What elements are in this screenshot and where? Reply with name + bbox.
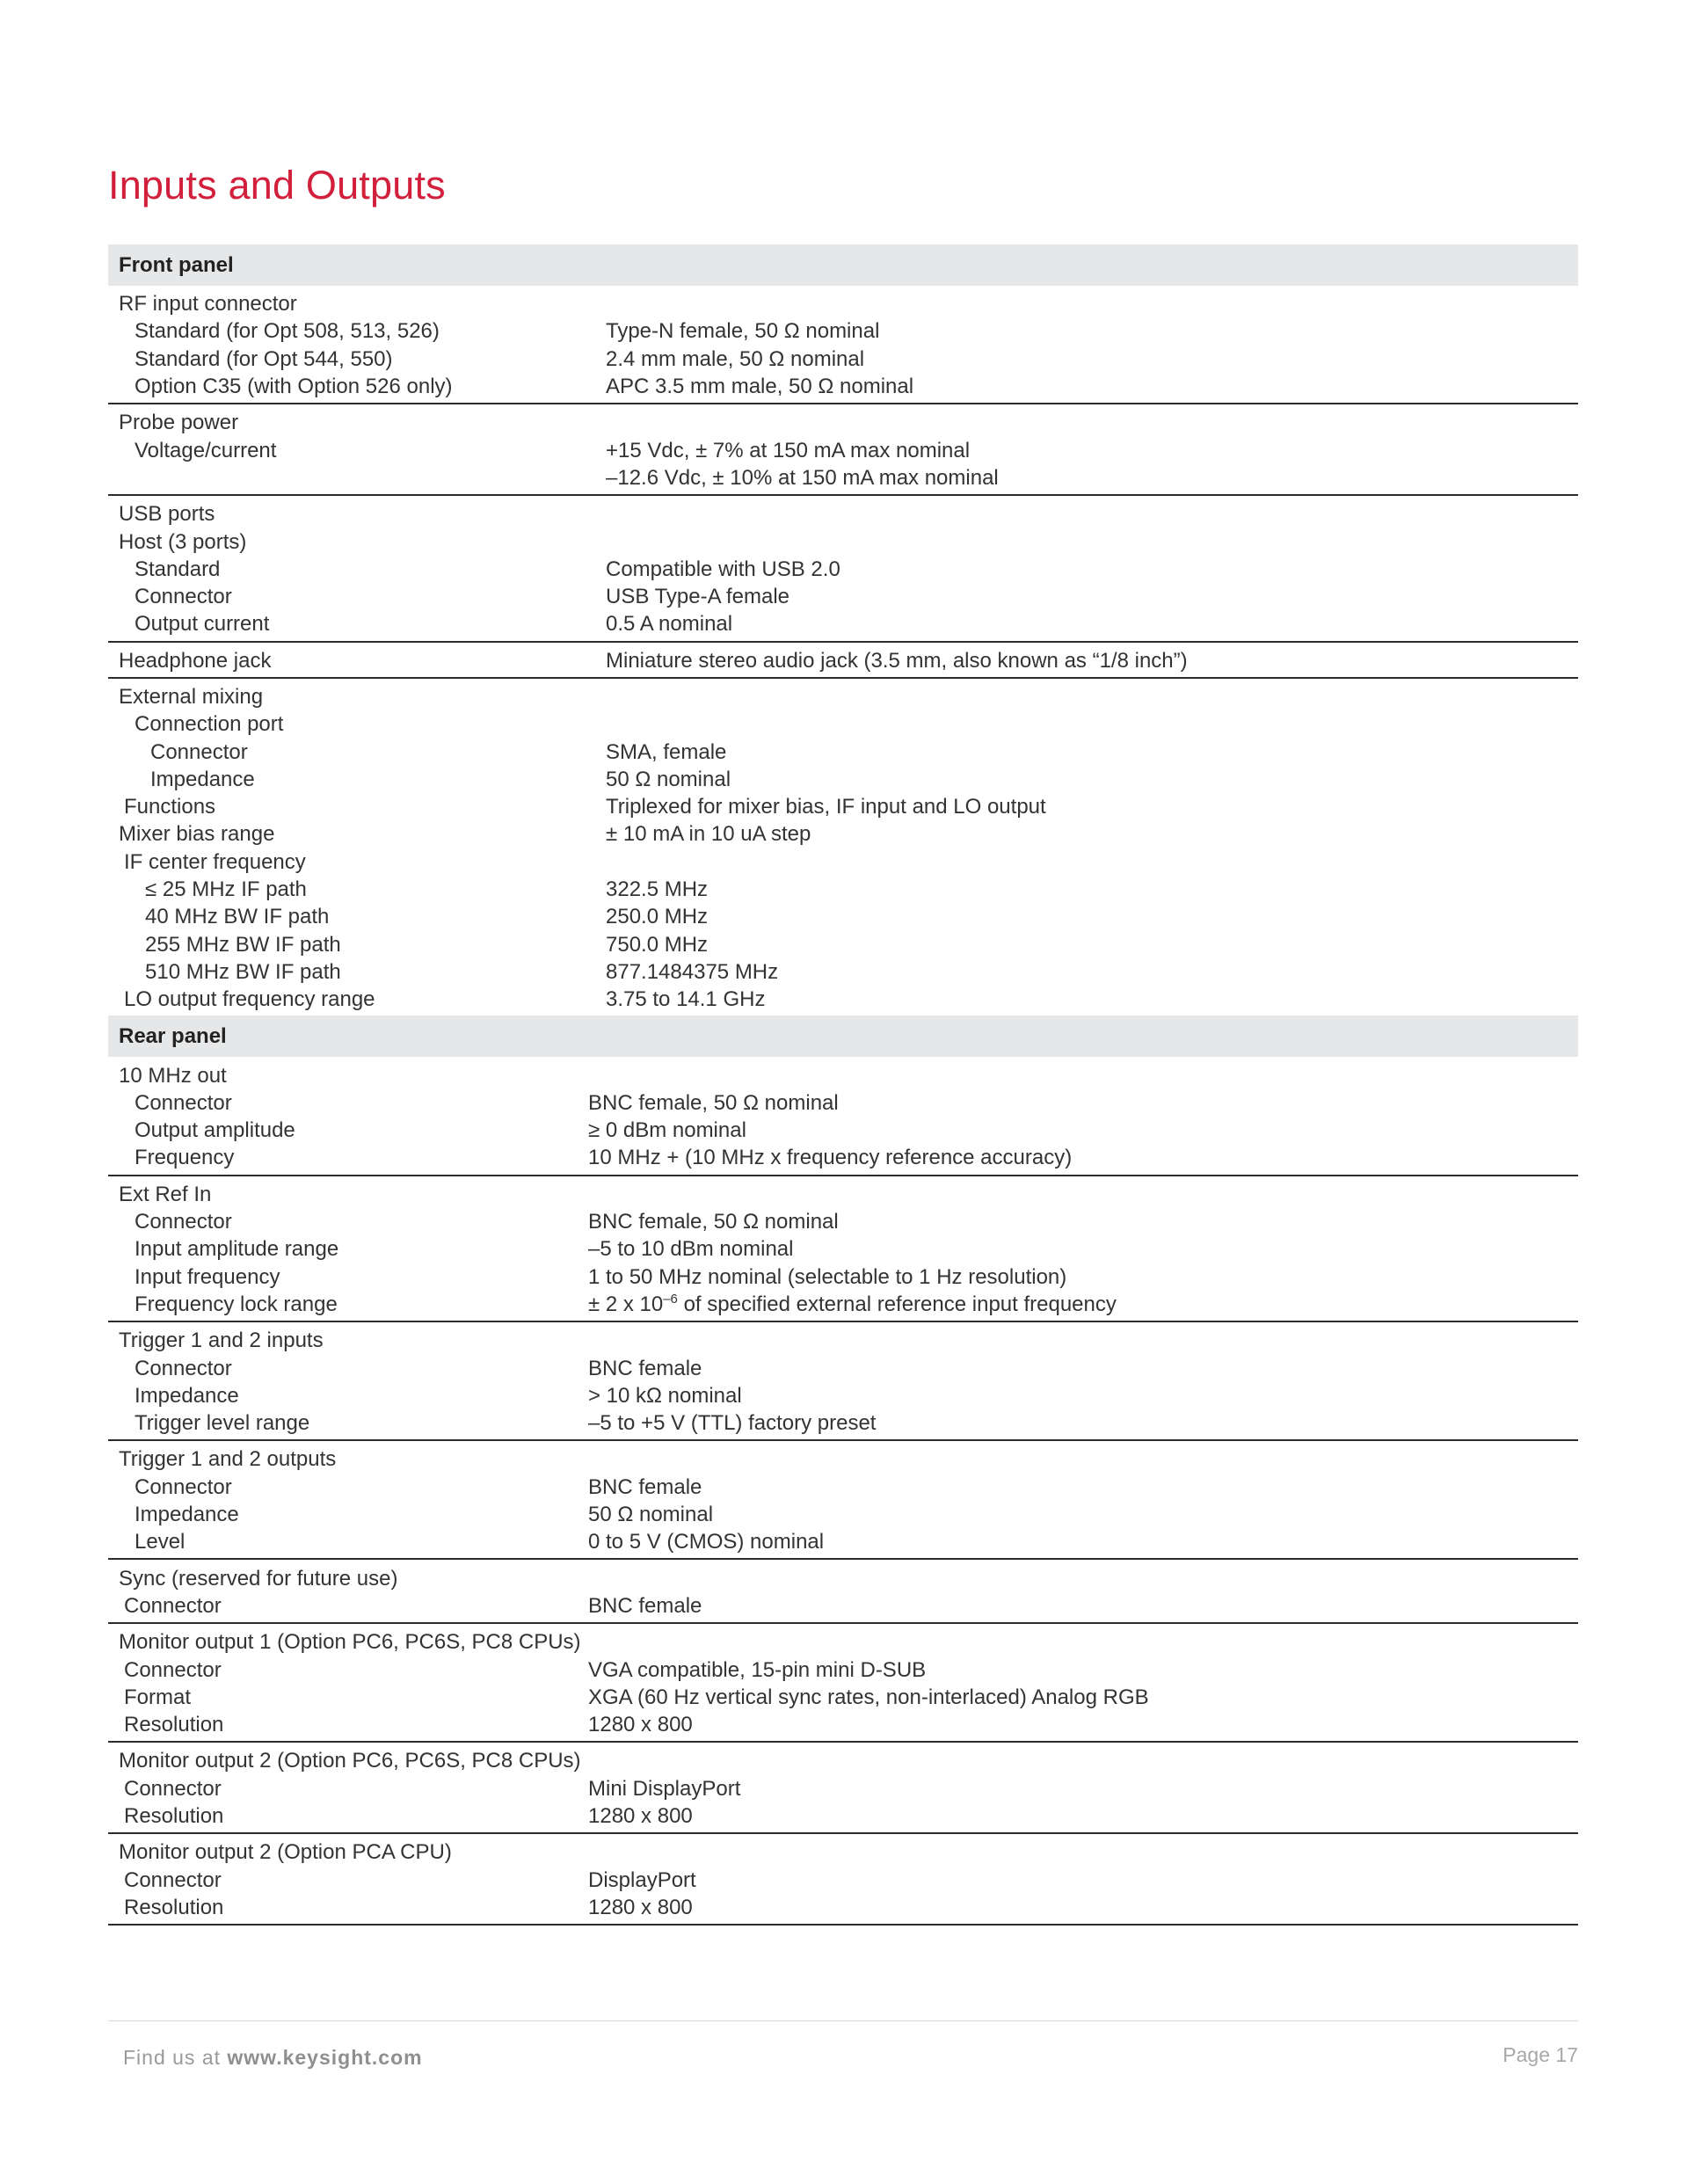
spec-group (108, 1624, 1578, 1743)
spec-row (108, 1445, 1578, 1473)
spec-label: Mixer bias range (119, 822, 275, 847)
spec-value: BNC female (588, 1356, 702, 1380)
spec-label: ≤ 25 MHz IF path (145, 877, 307, 902)
spec-label: Connector (135, 585, 232, 609)
spec-value: Type-N female, 50 Ω nominal (606, 319, 880, 344)
spec-value: +15 Vdc, ± 7% at 150 mA max nominal (606, 438, 971, 462)
spec-label: IF center frequency (124, 849, 306, 874)
spec-label: Frequency lock range (135, 1292, 338, 1316)
spec-label: External mixing (119, 685, 264, 709)
page-number: Page 17 (1502, 2043, 1578, 2066)
spec-value (588, 1291, 1117, 1318)
spec-row (108, 290, 1578, 317)
spec-label: Output amplitude (135, 1118, 295, 1143)
spec-label: LO output frequency range (124, 987, 375, 1012)
spec-group (108, 1176, 1578, 1322)
spec-label: Standard (135, 557, 221, 581)
spec-value: APC 3.5 mm male, 50 Ω nominal (606, 375, 914, 399)
spec-row (108, 710, 1578, 738)
spec-group (108, 643, 1578, 679)
spec-row (108, 793, 1578, 820)
spec-label: Connector (124, 1593, 222, 1618)
spec-label: Connector (135, 1090, 232, 1115)
spec-value: 750.0 MHz (606, 932, 709, 957)
spec-row (108, 1592, 1578, 1620)
spec-label: Trigger 1 and 2 outputs (119, 1447, 337, 1472)
spec-group (108, 404, 1578, 496)
spec-row (108, 1089, 1578, 1117)
spec-value: 1280 x 800 (588, 1713, 693, 1737)
spec-value: 10 MHz + (10 MHz x frequency reference accuracy) (588, 1146, 1073, 1170)
spec-value: BNC female, 50 Ω nominal (588, 1090, 839, 1115)
spec-label: Connector (124, 1657, 222, 1682)
spec-row (108, 1263, 1578, 1291)
spec-value: SMA, female (606, 739, 727, 764)
spec-row (108, 1711, 1578, 1738)
spec-label: Trigger 1 and 2 inputs (119, 1329, 324, 1353)
spec-value: Miniature stereo audio jack (3.5 mm, also known as “1/8 inch”) (606, 648, 1188, 673)
spec-label: Connector (135, 1356, 232, 1380)
spec-value: –12.6 Vdc, ± 10% at 150 mA max nominal (606, 465, 999, 490)
spec-row (108, 1354, 1578, 1381)
spec-label: Functions (124, 795, 216, 819)
spec-row (108, 373, 1578, 400)
rear-panel-section (108, 1016, 1578, 1926)
spec-group (108, 1834, 1578, 1926)
spec-row (108, 528, 1578, 555)
spec-label: Monitor output 1 (Option PC6, PC6S, PC8 CPUs) (119, 1630, 581, 1655)
spec-row (108, 346, 1578, 373)
spec-label: Resolution (124, 1895, 224, 1919)
spec-value: 3.75 to 14.1 GHz (606, 987, 766, 1012)
spec-value: 50 Ω nominal (588, 1503, 714, 1527)
spec-row (108, 1775, 1578, 1802)
spec-label: Connector (150, 739, 248, 764)
spec-row (108, 583, 1578, 610)
spec-row (108, 1501, 1578, 1528)
spec-row (108, 820, 1578, 848)
spec-label: RF input connector (119, 292, 297, 317)
spec-label: Resolution (124, 1713, 224, 1737)
spec-row (108, 1061, 1578, 1088)
spec-row (108, 903, 1578, 930)
spec-label: Impedance (150, 767, 255, 791)
spec-label: 10 MHz out (119, 1063, 227, 1088)
spec-row (108, 1474, 1578, 1501)
spec-label: 255 MHz BW IF path (145, 932, 341, 957)
spec-value: Compatible with USB 2.0 (606, 557, 840, 581)
footer-find-us-text: Find us at (123, 2046, 221, 2069)
spec-group (108, 286, 1578, 404)
spec-row (108, 1382, 1578, 1409)
spec-value-text-tail: of specified external reference input frequency (677, 1292, 1117, 1316)
spec-label: Connector (135, 1210, 232, 1234)
spec-row (108, 958, 1578, 986)
spec-row (108, 1181, 1578, 1208)
spec-row (108, 1894, 1578, 1921)
spec-group (108, 1743, 1578, 1834)
spec-value: BNC female (588, 1474, 702, 1499)
spec-value: ± 10 mA in 10 uA step (606, 822, 811, 847)
spec-value: DisplayPort (588, 1867, 696, 1892)
spec-value: 2.4 mm male, 50 Ω nominal (606, 346, 865, 371)
spec-row (108, 848, 1578, 876)
footer-find-us (123, 2046, 423, 2070)
spec-value: XGA (60 Hz vertical sync rates, non-interlaced) Analog RGB (588, 1685, 1149, 1709)
spec-label: Connection port (135, 712, 284, 737)
spec-row (108, 317, 1578, 345)
spec-label: Monitor output 2 (Option PCA CPU) (119, 1840, 452, 1865)
spec-label: Voltage/current (135, 438, 277, 462)
rear-panel-groups (108, 1057, 1578, 1926)
spec-row (108, 464, 1578, 491)
spec-row (108, 1802, 1578, 1830)
spec-label: Impedance (135, 1503, 239, 1527)
spec-label: Standard (for Opt 544, 550) (135, 346, 393, 371)
spec-label: Input amplitude range (135, 1237, 339, 1262)
spec-group (108, 1322, 1578, 1441)
spec-row (108, 1327, 1578, 1354)
spec-row (108, 986, 1578, 1013)
footer-website-link[interactable]: www.keysight.com (227, 2046, 423, 2069)
spec-value: 322.5 MHz (606, 877, 709, 902)
spec-row (108, 1747, 1578, 1774)
spec-label: Ext Ref In (119, 1182, 212, 1206)
spec-label: Option C35 (with Option 526 only) (135, 375, 453, 399)
spec-label: Trigger level range (135, 1411, 310, 1436)
spec-value: BNC female, 50 Ω nominal (588, 1210, 839, 1234)
spec-row (108, 1291, 1578, 1318)
footer-divider (108, 2020, 1578, 2021)
spec-row (108, 647, 1578, 674)
spec-row (108, 1208, 1578, 1235)
spec-row (108, 1656, 1578, 1683)
spec-label: Standard (for Opt 508, 513, 526) (135, 319, 440, 344)
spec-row (108, 1235, 1578, 1263)
spec-row (108, 436, 1578, 463)
spec-value: Mini DisplayPort (588, 1776, 741, 1801)
spec-value-text: ± 2 x 10 (588, 1292, 664, 1316)
spec-value: 0 to 5 V (CMOS) nominal (588, 1530, 825, 1554)
spec-value: 50 Ω nominal (606, 767, 731, 791)
spec-row (108, 1628, 1578, 1656)
spec-group (108, 1441, 1578, 1560)
spec-label: Headphone jack (119, 648, 272, 673)
spec-label: Format (124, 1685, 192, 1709)
spec-label: Connector (124, 1776, 222, 1801)
spec-value: > 10 kΩ nominal (588, 1383, 742, 1408)
spec-row (108, 766, 1578, 793)
spec-row (108, 1144, 1578, 1171)
spec-value: 1280 x 800 (588, 1895, 693, 1919)
spec-label: Host (3 ports) (119, 529, 247, 554)
spec-label: Probe power (119, 411, 239, 435)
spec-group (108, 1057, 1578, 1176)
spec-label: Input frequency (135, 1264, 280, 1289)
spec-row (108, 1866, 1578, 1893)
spec-label: Output current (135, 612, 270, 637)
spec-value: 1280 x 800 (588, 1803, 693, 1828)
spec-row (108, 683, 1578, 710)
spec-value: Triplexed for mixer bias, IF input and LO output (606, 795, 1046, 819)
section-header-rear-panel: Rear panel (108, 1016, 1578, 1057)
spec-group (108, 679, 1578, 1016)
spec-label: Level (135, 1530, 186, 1554)
spec-row (108, 1528, 1578, 1555)
spec-row (108, 738, 1578, 765)
spec-value: ≥ 0 dBm nominal (588, 1118, 746, 1143)
page-title: Inputs and Outputs (108, 163, 446, 207)
spec-group (108, 1560, 1578, 1624)
spec-row (108, 1564, 1578, 1591)
spec-row (108, 556, 1578, 583)
spec-row (108, 610, 1578, 637)
spec-row (108, 1838, 1578, 1866)
spec-value: 250.0 MHz (606, 905, 709, 929)
front-panel-section (108, 244, 1578, 1016)
spec-label: Frequency (135, 1146, 235, 1170)
spec-row (108, 876, 1578, 903)
spec-label: USB ports (119, 502, 215, 527)
spec-value: VGA compatible, 15-pin mini D-SUB (588, 1657, 927, 1682)
spec-group (108, 496, 1578, 642)
io-spec-table (108, 244, 1578, 1926)
front-panel-groups (108, 286, 1578, 1016)
spec-label: 510 MHz BW IF path (145, 959, 341, 984)
spec-value-exponent: –6 (663, 1291, 678, 1307)
spec-label: Resolution (124, 1803, 224, 1828)
spec-label: 40 MHz BW IF path (145, 905, 330, 929)
spec-value: USB Type-A female (606, 585, 789, 609)
spec-row (108, 1409, 1578, 1437)
spec-value: 1 to 50 MHz nominal (selectable to 1 Hz resolution) (588, 1264, 1067, 1289)
spec-row (108, 1684, 1578, 1711)
spec-row (108, 409, 1578, 436)
spec-row (108, 1117, 1578, 1144)
spec-value: 877.1484375 MHz (606, 959, 779, 984)
spec-label: Monitor output 2 (Option PC6, PC6S, PC8 CPUs) (119, 1749, 581, 1773)
spec-label: Connector (135, 1474, 232, 1499)
spec-value: 0.5 A nominal (606, 612, 733, 637)
spec-label: Sync (reserved for future use) (119, 1566, 398, 1591)
spec-row (108, 500, 1578, 528)
spec-value: –5 to +5 V (TTL) factory preset (588, 1411, 877, 1436)
section-header-front-panel: Front panel (108, 244, 1578, 286)
spec-value: –5 to 10 dBm nominal (588, 1237, 794, 1262)
spec-value: BNC female (588, 1593, 702, 1618)
spec-label: Connector (124, 1867, 222, 1892)
spec-label: Impedance (135, 1383, 239, 1408)
spec-row (108, 931, 1578, 958)
